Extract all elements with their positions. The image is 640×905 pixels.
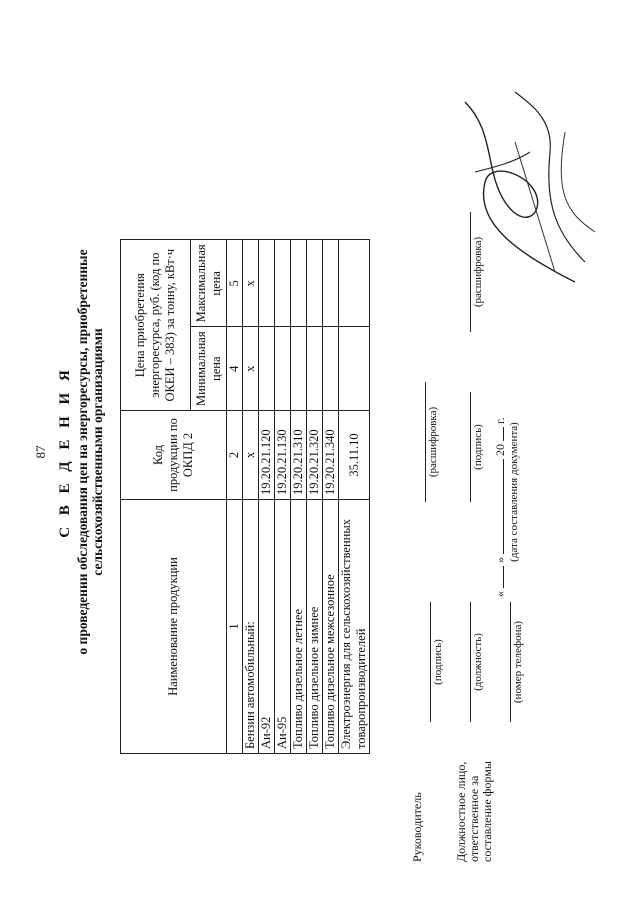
header-max: Максимальная цена [191, 240, 227, 327]
table-row [243, 240, 259, 754]
row-max [291, 240, 307, 327]
table-row [339, 240, 370, 754]
row-name: Аи-95 [275, 500, 291, 754]
row-min [307, 327, 323, 411]
row-code: 19.20.21.320 [307, 411, 323, 500]
row-name: Электроэнергия для сельскохозяйственных товаропроизводителей [339, 500, 370, 754]
row-max [307, 240, 323, 327]
row-max: х [243, 240, 259, 327]
row-code: 19.20.21.310 [291, 411, 307, 500]
table-row [323, 240, 339, 754]
position-caption: (должность) [470, 602, 484, 722]
row-code: 19.20.21.130 [275, 411, 291, 500]
subtitle-line-1: о проведении обследования цен на энергоресурсы, приобретенные [75, 249, 90, 655]
col-number: 4 [227, 327, 243, 411]
head-label: Руководитель [410, 792, 424, 862]
table-row [291, 240, 307, 754]
col-number: 1 [227, 500, 243, 754]
row-name: Бензин автомобильный: [243, 500, 259, 754]
rotated-form-sheet [15, 12, 625, 892]
sign-caption-2: (подпись) [470, 392, 484, 502]
date-close-quote: » [493, 557, 507, 563]
responsible-sign-field [470, 392, 484, 502]
header-code: Код продукции по ОКПД 2 [121, 411, 227, 500]
date-caption: (дата составления документа) [508, 422, 520, 562]
table-row [307, 240, 323, 754]
row-code: 19.20.21.120 [259, 411, 275, 500]
row-name: Аи-92 [259, 500, 275, 754]
table-row [259, 240, 275, 754]
page-number: 87 [33, 445, 48, 459]
date-open-quote: « [493, 591, 507, 597]
position-field [470, 602, 484, 722]
decode-caption: (расшифровка) [425, 382, 439, 502]
date-field [493, 387, 520, 597]
header-price: Цена приобретения энергоресурса, руб. (код по ОКЕИ – 383) за тонну, кВт·ч [121, 240, 191, 411]
decode-caption-2: (расшифровка) [470, 212, 484, 332]
form-subtitle [75, 12, 105, 892]
row-max [259, 240, 275, 327]
row-min [259, 327, 275, 411]
row-name: Топливо дизельное зимнее [307, 500, 323, 754]
date-year: 20 [493, 444, 507, 456]
price-survey-table [120, 239, 370, 754]
header-name: Наименование продукции [121, 500, 227, 754]
sign-caption: (подпись) [430, 602, 444, 722]
header-min: Минимальная цена [191, 327, 227, 411]
row-min [291, 327, 307, 411]
head-sign-field [430, 602, 444, 722]
col-number: 5 [227, 240, 243, 327]
row-name: Топливо дизельное межсезонное [323, 500, 339, 754]
col-number: 2 [227, 411, 243, 500]
date-suffix: г. [493, 417, 507, 424]
phone-field [510, 602, 524, 722]
date-month-blank [503, 459, 504, 554]
handwritten-signature [455, 82, 615, 292]
row-code: 35.11.10 [339, 411, 370, 500]
row-min [339, 327, 370, 411]
date-year-blank [503, 427, 504, 441]
table-row [275, 240, 291, 754]
head-decode-field [425, 382, 439, 502]
form-title: С В Е Д Е Н И Я [57, 366, 73, 538]
row-max [339, 240, 370, 327]
date-day-blank [503, 566, 504, 588]
phone-caption: (номер телефона) [510, 602, 524, 722]
row-max [275, 240, 291, 327]
row-code: 19.20.21.340 [323, 411, 339, 500]
row-name: Топливо дизельное летнее [291, 500, 307, 754]
row-min [323, 327, 339, 411]
row-min: х [243, 327, 259, 411]
row-min [275, 327, 291, 411]
subtitle-line-2: сельскохозяйственными организациями [90, 328, 105, 576]
responsible-label: Должностное лицо, ответственное за составление формы [454, 761, 494, 862]
row-max [323, 240, 339, 327]
row-code: х [243, 411, 259, 500]
